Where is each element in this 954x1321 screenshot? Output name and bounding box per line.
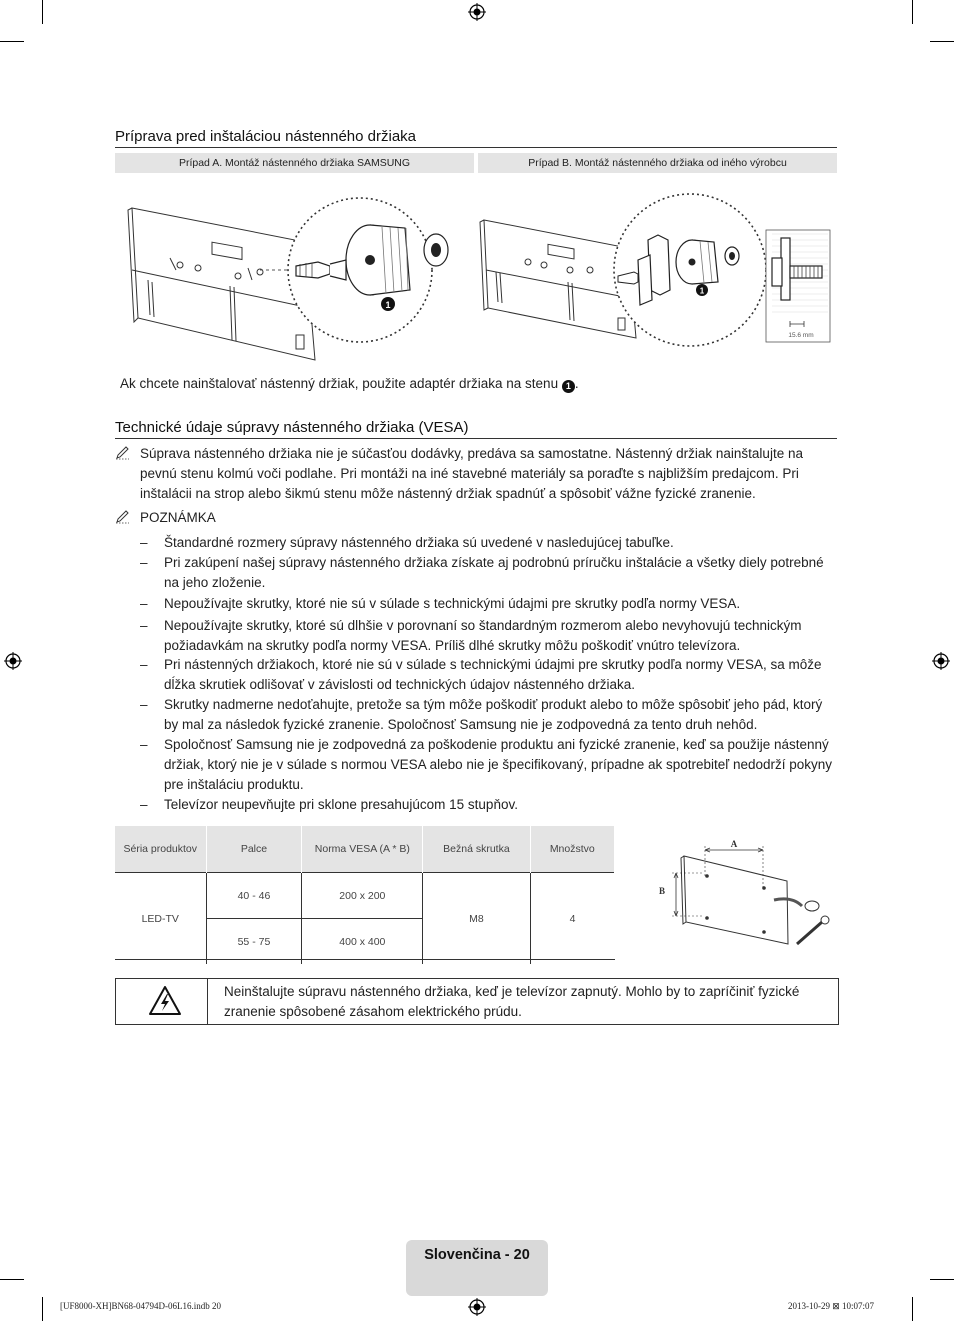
- bullet-dash: –: [140, 737, 148, 752]
- registration-mark-icon: [4, 652, 22, 670]
- cell-vesa: 400 x 400: [302, 919, 423, 965]
- crop-mark: [0, 41, 24, 42]
- header-screw: Bežná skrutka: [423, 826, 530, 873]
- table-bottom-rule: [115, 959, 615, 960]
- header-vesa: Norma VESA (A * B): [302, 826, 423, 873]
- table-row: [115, 873, 615, 919]
- registration-mark-icon: [468, 1298, 486, 1316]
- crop-mark: [912, 1297, 913, 1321]
- bullet-text: Pri zakúpení našej súpravy nástenného držiaka získate aj podrobnú príručku inštalácie a všetky diely potrebné na jeho zloženie.: [164, 555, 824, 590]
- cell-series: LED-TV: [115, 873, 206, 965]
- callout-number-inline: 1: [562, 380, 575, 393]
- file-info: [UF8000-XH]BN68-04794D-06L16.indb 20: [60, 1301, 221, 1311]
- bullet-dash: –: [140, 618, 148, 633]
- bullet-text: Televízor neupevňujte pri sklone presahujúcom 15 stupňov.: [164, 797, 518, 812]
- knob-adapter-icon: [676, 240, 718, 284]
- case-b-header: Prípad B. Montáž nástenného držiaka od iného výrobcu: [478, 153, 837, 173]
- cell-vesa: 200 x 200: [302, 873, 423, 919]
- cell-inches: 55 - 75: [206, 919, 302, 965]
- adapter-instruction-text: Ak chcete nainštalovať nástenný držiak, použite adaptér držiaka na stenu: [120, 376, 559, 391]
- crop-mark: [0, 1279, 24, 1280]
- adapter-instruction-end: .: [574, 376, 579, 391]
- bullet-text: Pri nástenných držiakoch, ktoré nie sú v súlade s technickými údajmi pre skrutky podľa normy VESA, sa môže dĺžka skrutiek odlišovať v závislosti od technických údajov nástenného držiaka.: [164, 657, 822, 692]
- diagram-label-b: B: [658, 886, 666, 896]
- warning-triangle-icon: [148, 985, 182, 1017]
- cell-quantity: 4: [530, 873, 614, 965]
- page-number-badge: Slovenčina - 20: [406, 1240, 548, 1296]
- warning-text: Neinštalujte súpravu nástenného držiaka, keď je televízor zapnutý. Mohlo by to zapríčiniť fyzické zranenie spôsobené zásahom elektrického prúdu.: [224, 984, 800, 1019]
- pencil-note-icon: [115, 510, 131, 524]
- warning-divider: [207, 979, 208, 1024]
- poznamka-label: POZNÁMKA: [140, 510, 216, 525]
- bullet-dash: –: [140, 797, 148, 812]
- bullet-dash: –: [140, 697, 148, 712]
- dimension-label: 15.6 mm: [788, 332, 814, 339]
- bullet-dash: –: [140, 535, 148, 550]
- tv-back-illustration-b: [478, 190, 838, 350]
- washer-icon: [424, 234, 448, 266]
- callout-number-a: 1: [385, 300, 391, 310]
- screw-icon: [797, 901, 829, 944]
- diagram-label-a: A: [730, 839, 738, 849]
- bullet-dash: –: [140, 596, 148, 611]
- crop-mark: [42, 1297, 43, 1321]
- header-quantity: Množstvo: [530, 826, 614, 873]
- callout-number-b: 1: [699, 286, 705, 296]
- section-title-vesa: Technické údaje súpravy nástenného držiaka (VESA): [115, 419, 469, 436]
- adapter-instruction: [120, 374, 840, 394]
- bullet-text: Skrutky nadmerne nedoťahujte, pretože sa tým môže poškodiť produkt alebo to môže spôsobiť jeho pád, ktorý by mal za následok fyzické zranenie. Spoločnosť Samsung nie je zodpovedná za tento druh nehôd.: [164, 697, 823, 732]
- cell-inches: 40 - 46: [206, 873, 302, 919]
- crop-mark: [930, 1279, 954, 1280]
- bullet-text: Nepoužívajte skrutky, ktoré sú dlhšie v porovnaní so štandardným rozmerom alebo nevyhovujú technickým požiadavkám na skrutky podľa normy VESA. Príliš dlhé skrutky môžu poškodiť vnútro televízora.: [164, 618, 802, 653]
- table-header-row: [115, 826, 615, 873]
- section-rule: [115, 438, 837, 439]
- section-rule: [115, 147, 837, 148]
- header-inches: Palce: [206, 826, 302, 873]
- crop-mark: [912, 0, 913, 24]
- case-a-header: Prípad A. Montáž nástenného držiaka SAMSUNG: [115, 153, 474, 173]
- tv-back-illustration-a: [120, 190, 470, 370]
- section-title-preparation: Príprava pred inštaláciou nástenného držiaka: [115, 128, 417, 145]
- washer-icon: [725, 247, 739, 265]
- crop-mark: [42, 0, 43, 24]
- bullet-text: Spoločnosť Samsung nie je zodpovedná za poškodenie produktu ani fyzické zranenie, keď sa použije nástenný držiak, ktorý nie je v súlade s normou VESA alebo nie je špecifikovaný, prípadne ak spotrebiteľ nedodrží pokyny pre inštaláciu produktu.: [164, 737, 833, 792]
- vesa-dimension-diagram: [652, 836, 838, 956]
- screw-detail-icon: [766, 230, 830, 342]
- note-text: Súprava nástenného držiaka nie je súčasťou dodávky, predáva sa samostatne. Nástenný držiak nainštalujte na pevnú stenu kolmú voči podlahe. Pri montáži na iné stavebné materiály sa poraďte s najbližším predajcom. Pri inštalácii na strop alebo šikmú stenu môže nástenný držiak spadnúť a spôsobiť vážne fyzické zranenie.: [140, 446, 803, 501]
- bullet-text: Štandardné rozmery súpravy nástenného držiaka sú uvedené v nasledujúcej tabuľke.: [164, 535, 674, 550]
- bullet-text: Nepoužívajte skrutky, ktoré nie sú v súlade s technickými údajmi pre skrutky podľa normy VESA.: [164, 596, 741, 611]
- warning-box: [115, 978, 839, 1025]
- crop-mark: [930, 41, 954, 42]
- registration-mark-icon: [932, 652, 950, 670]
- header-series: Séria produktov: [115, 826, 206, 873]
- registration-mark-icon: [468, 3, 486, 21]
- bullet-dash: –: [140, 555, 148, 570]
- cell-screw: M8: [423, 873, 530, 965]
- vesa-spec-table: [115, 826, 615, 964]
- pencil-note-icon: [115, 446, 131, 460]
- print-timestamp: 2013-10-29 ⊠ 10:07:07: [788, 1301, 875, 1311]
- bullet-dash: –: [140, 657, 148, 672]
